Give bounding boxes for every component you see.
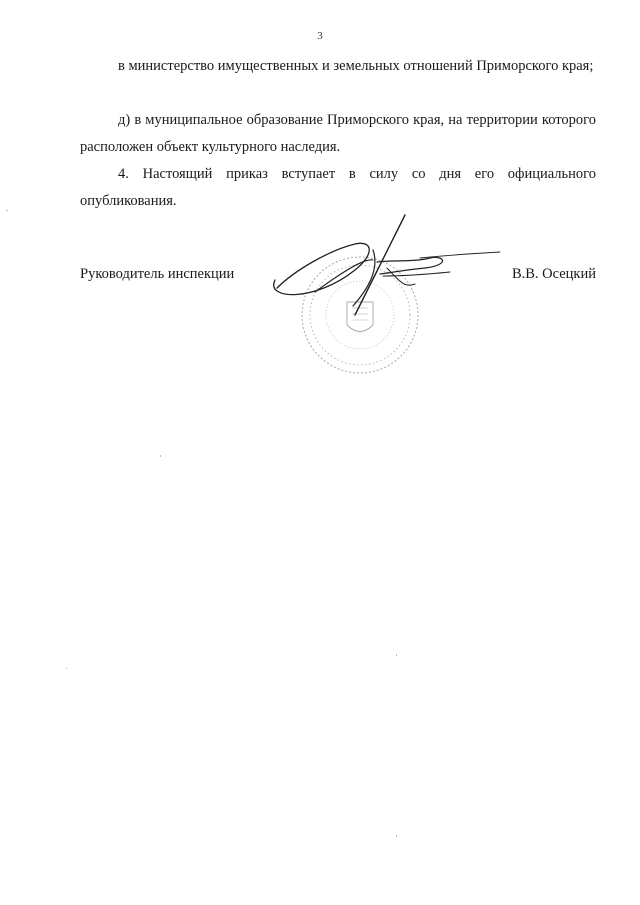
handwritten-signature	[274, 215, 500, 315]
paragraph-distribution-municipality: д) в муниципальное образование Приморского края, на территории которого расположен объект культурного наследия.	[80, 112, 596, 155]
scan-speck	[160, 455, 161, 457]
scan-speck	[396, 835, 397, 837]
scan-speck	[6, 210, 8, 211]
paragraph-distribution-ministry: в министерство имущественных и земельных отношений Приморского края;	[118, 58, 594, 74]
signatory-title: Руководитель инспекции	[80, 266, 235, 282]
scan-speck	[66, 668, 67, 669]
scan-speck	[396, 654, 397, 656]
seal-and-signature	[255, 210, 505, 390]
official-seal-stamp	[302, 257, 418, 373]
page-number: 3	[317, 30, 323, 42]
signatory-name: В.В. Осецкий	[511, 266, 596, 282]
paragraph-effective-date: 4. Настоящий приказ вступает в силу со дня его официального опубликования.	[80, 166, 596, 209]
